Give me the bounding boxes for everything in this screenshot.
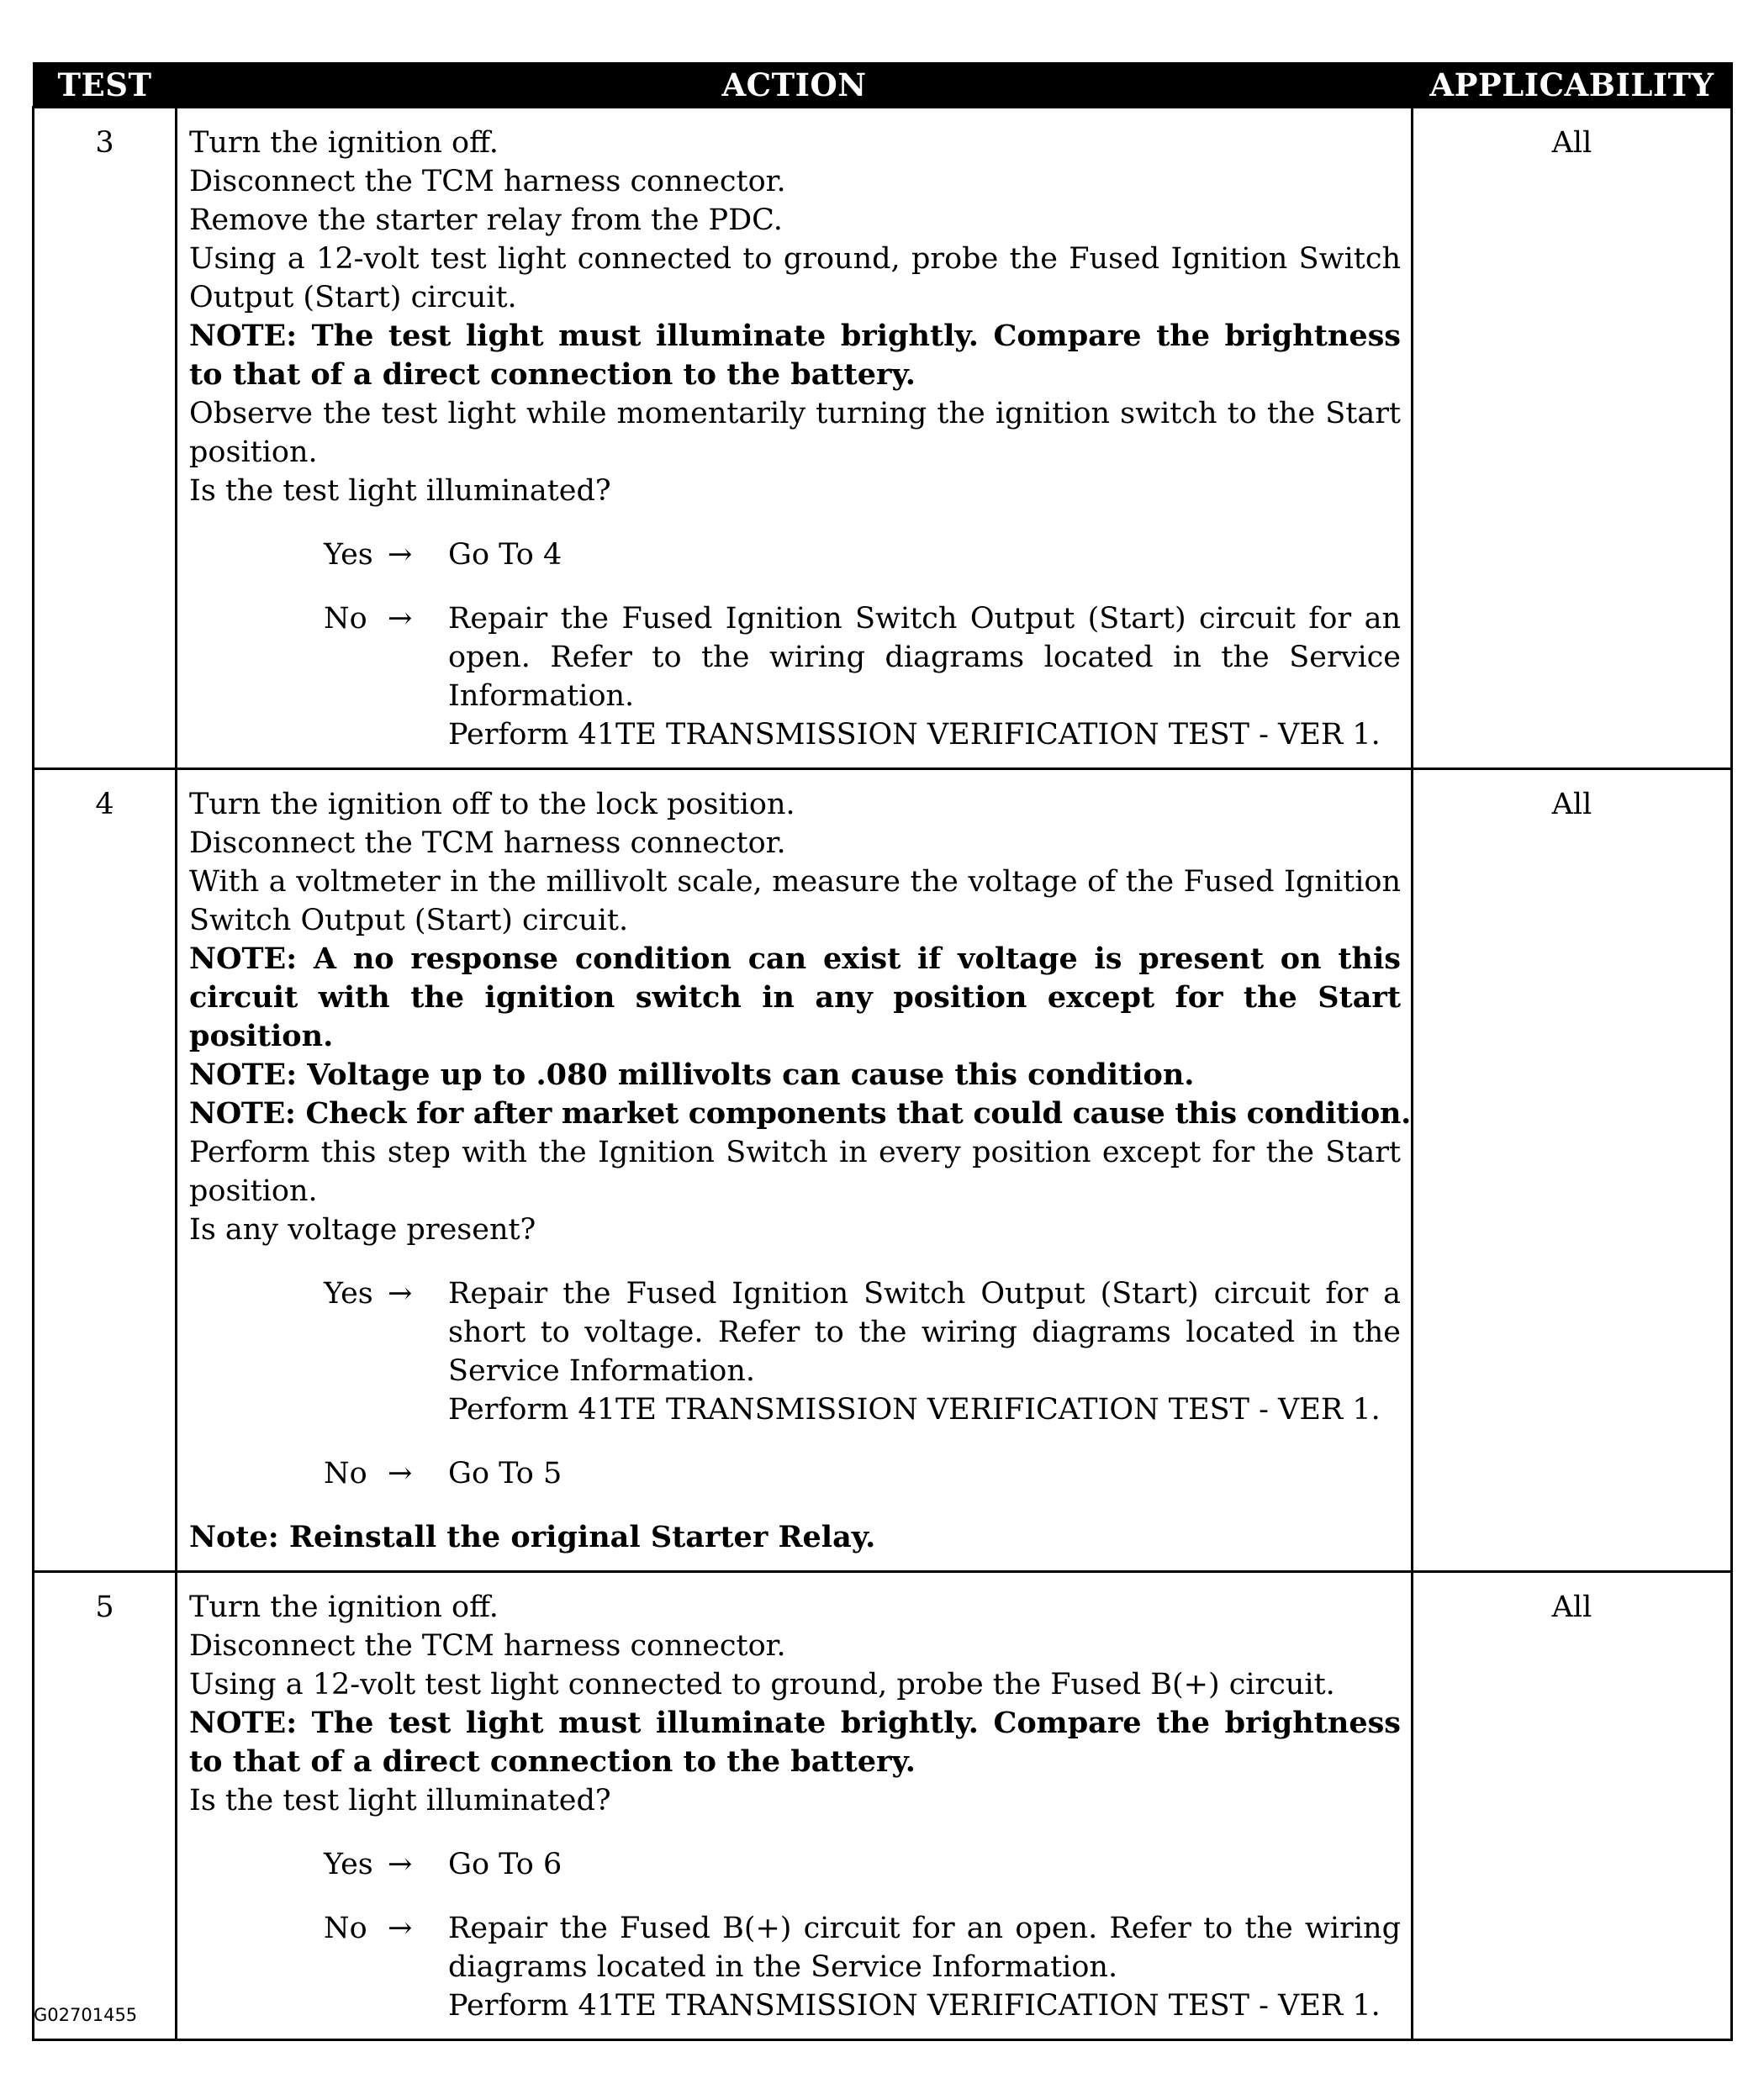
yes-result — [388, 1845, 1401, 1884]
no-result — [388, 1909, 1401, 2025]
result-text: Repair the Fused Ignition Switch Output (Start) circuit for a short to voltage. Refer to the wiring diagrams located in the Service Information. — [448, 1277, 1401, 1388]
yes-result — [388, 1274, 1401, 1429]
arrow-icon: → — [388, 602, 413, 636]
question-text: Is any voltage present? — [189, 1213, 536, 1247]
arrow-icon: → — [388, 1848, 413, 1881]
step-text: Using a 12-volt test light connected to ground, probe the Fused Ignition Switch Output (Start) circuit. — [189, 242, 1401, 314]
step-text: Turn the ignition off to the lock position. — [189, 788, 795, 821]
step-text: Turn the ignition off. — [189, 126, 499, 160]
note-text: NOTE: Voltage up to .080 millivolts can cause this condition. — [189, 1058, 1195, 1092]
no-result — [388, 1454, 1401, 1493]
no-answer — [189, 599, 1401, 754]
header-row — [34, 63, 1732, 108]
step-text: Perform this step with the Ignition Switch in every position except for the Start position. — [189, 1136, 1401, 1208]
result-text: Perform 41TE TRANSMISSION VERIFICATION TEST - VER 1. — [448, 1989, 1381, 2023]
result-text: Repair the Fused Ignition Switch Output (Start) circuit for an open. Refer to the wiring diagrams located in the Service Information. — [448, 602, 1401, 713]
yes-label: Yes — [324, 538, 373, 572]
action-cell — [177, 108, 1413, 769]
step-text: Disconnect the TCM harness connector. — [189, 826, 786, 860]
result-text: Repair the Fused B(+) circuit for an open. Refer to the wiring diagrams located in the Service Information. — [448, 1912, 1401, 1984]
table-row — [34, 769, 1732, 1572]
diagnostic-table — [32, 62, 1733, 2041]
table-row — [34, 1572, 1732, 2040]
yes-answer — [189, 535, 1401, 574]
question-text: Is the test light illuminated? — [189, 1784, 611, 1817]
action-cell — [177, 1572, 1413, 2040]
result-text: Perform 41TE TRANSMISSION VERIFICATION TEST - VER 1. — [448, 1393, 1381, 1427]
test-number: 5 — [34, 1572, 177, 2040]
no-answer — [189, 1909, 1401, 2025]
step-text: Observe the test light while momentarily turning the ignition switch to the Start position. — [189, 397, 1401, 469]
no-label: No — [324, 1457, 367, 1490]
note-text: NOTE: The test light must illuminate brightly. Compare the brightness to that of a direct connection to the battery. — [189, 1706, 1401, 1779]
step-text: Using a 12-volt test light connected to ground, probe the Fused B(+) circuit. — [189, 1668, 1335, 1701]
applicability-cell: All — [1413, 769, 1732, 1572]
step-text: With a voltmeter in the millivolt scale, measure the voltage of the Fused Ignition Switch Output (Start) circuit. — [189, 865, 1401, 937]
yes-label: Yes — [324, 1848, 373, 1881]
question-text: Is the test light illuminated? — [189, 474, 611, 508]
applicability-cell: All — [1413, 1572, 1732, 2040]
step-text: Remove the starter relay from the PDC. — [189, 203, 783, 237]
step-text: Disconnect the TCM harness connector. — [189, 165, 786, 198]
step-text: Turn the ignition off. — [189, 1590, 499, 1624]
result-text: Go To 6 — [448, 1848, 562, 1881]
result-text: Go To 5 — [448, 1457, 562, 1490]
no-label: No — [324, 1912, 367, 1945]
test-number: 4 — [34, 769, 177, 1572]
header-applicability: APPLICABILITY — [1413, 63, 1732, 108]
no-label: No — [324, 602, 367, 636]
note-text: NOTE: A no response condition can exist if voltage is present on this circuit with the ignition switch in any position except for the Start position. — [189, 942, 1401, 1053]
yes-answer — [189, 1845, 1401, 1884]
yes-answer — [189, 1274, 1401, 1429]
figure-id-caption: G02701455 — [34, 2005, 138, 2025]
yes-result — [388, 535, 1401, 574]
no-result — [388, 599, 1401, 754]
result-text: Perform 41TE TRANSMISSION VERIFICATION TEST - VER 1. — [448, 718, 1381, 752]
final-note: Note: Reinstall the original Starter Relay. — [189, 1520, 876, 1554]
header-action: ACTION — [177, 63, 1413, 108]
applicability-cell: All — [1413, 108, 1732, 769]
result-text: Go To 4 — [448, 538, 562, 572]
note-text: NOTE: The test light must illuminate brightly. Compare the brightness to that of a direct connection to the battery. — [189, 319, 1401, 392]
diagnostic-procedure — [32, 62, 1730, 2041]
arrow-icon: → — [388, 1912, 413, 1945]
no-answer — [189, 1454, 1401, 1493]
arrow-icon: → — [388, 1277, 413, 1311]
test-number: 3 — [34, 108, 177, 769]
table-row — [34, 108, 1732, 769]
yes-label: Yes — [324, 1277, 373, 1311]
arrow-icon: → — [388, 538, 413, 572]
action-cell — [177, 769, 1413, 1572]
note-text: NOTE: Check for after market components that could cause this condition. — [189, 1096, 1411, 1131]
step-text: Disconnect the TCM harness connector. — [189, 1629, 786, 1663]
header-test: TEST — [34, 63, 177, 108]
arrow-icon: → — [388, 1457, 413, 1490]
